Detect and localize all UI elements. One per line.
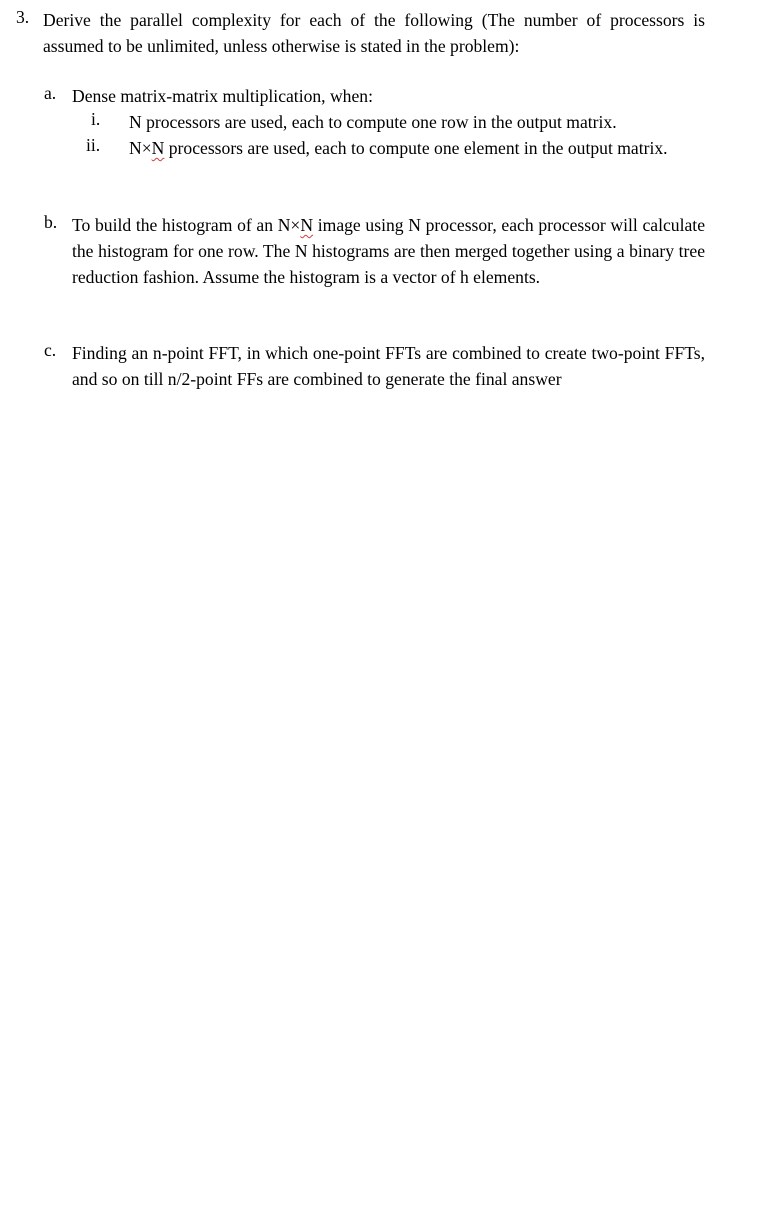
part-b-text: [72, 212, 705, 290]
part-b-prefix: To build the histogram of an N×: [72, 215, 301, 235]
part-a-subitem-i-text: N processors are used, each to compute one row in the output matrix.: [129, 112, 617, 132]
part-a-subitem-i-label: i.: [91, 109, 101, 129]
part-b-label: b.: [44, 212, 58, 232]
part-b-suffix: image using N processor, each processor will calculate the histogram for one row. The N histograms are then merged together using a binary tree reduction fashion. Assume the histogram is a vector of h elements.: [72, 215, 705, 287]
spellcheck-flagged-word: N: [300, 215, 314, 235]
part-a-subitem-ii-suffix: processors are used, each to compute one element in the output matrix.: [164, 138, 668, 158]
question-number: 3.: [16, 7, 30, 27]
part-a-subitem-ii-text: [129, 135, 705, 161]
question-text: Derive the parallel complexity for each of the following (The number of processors is assumed to be unlimited, unless otherwise is stated in the problem):: [43, 10, 705, 56]
spellcheck-flagged-word: N: [151, 138, 165, 158]
part-a-label: a.: [44, 83, 57, 103]
part-a-subitem-ii-prefix: N×: [129, 138, 152, 158]
part-a-subitem-ii-label: ii.: [86, 135, 101, 155]
part-c-text: Finding an n-point FFT, in which one-point FFTs are combined to create two-point FFTs, and so on till n/2-point FFs are combined to generate the final answer: [72, 343, 705, 389]
part-c-label: c.: [44, 340, 57, 360]
part-a-text: Dense matrix-matrix multiplication, when:: [72, 86, 373, 106]
